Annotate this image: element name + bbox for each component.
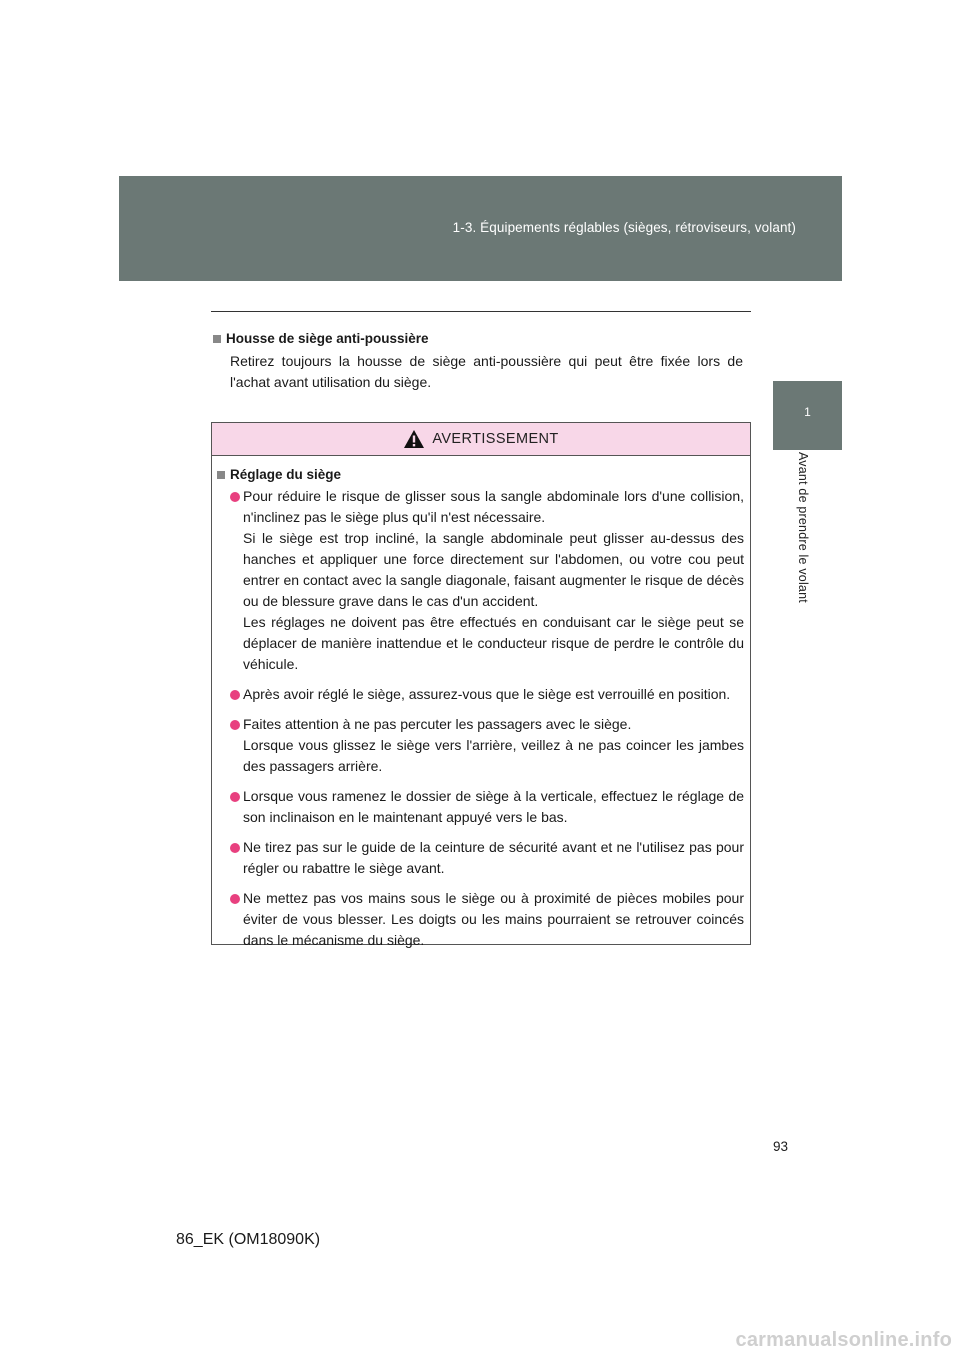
chapter-tab bbox=[773, 381, 842, 450]
pink-dot-bullet-icon bbox=[230, 720, 240, 730]
list-item: Ne mettez pas vos mains sous le siège ou à proximité de pièces mobiles pour éviter de vous blesser. Les doigts ou les mains pourraient se retrouver coincés dans le mécanisme du siège. bbox=[217, 888, 744, 951]
warning-triangle-icon bbox=[403, 429, 425, 449]
warning-title: AVERTISSEMENT bbox=[432, 431, 559, 447]
housse-heading-text: Housse de siège anti-poussière bbox=[226, 331, 429, 346]
watermark: carmanualsonline.info bbox=[735, 1329, 952, 1351]
list-item: Pour réduire le risque de glisser sous la sangle abdominale lors d'une collision, n'inclinez pas le siège plus qu'il n'est nécessaire. Si le siège est trop incliné, la sangle abdominale peut glisser au-dessus des hanches et appliquer une force directement sur l'abdomen, ou votre cou peut entrer en contact avec la sangle diagonale, faisant augmenter le risque de décès ou de blessure grave dans le cas d'un accident. Les réglages ne doivent pas être effectués en conduisant car le siège peut se déplacer de manière inattendue et le conducteur risque de perdre le contrôle du véhicule. bbox=[217, 486, 744, 675]
warning-list bbox=[217, 486, 744, 951]
list-item: Ne tirez pas sur le guide de la ceinture de sécurité avant et ne l'utilisez pas pour régler ou rabattre le siège avant. bbox=[217, 837, 744, 879]
chapter-label-text: Avant de prendre le volant bbox=[796, 452, 810, 603]
warning-box bbox=[211, 422, 751, 948]
housse-body: Retirez toujours la housse de siège anti-poussière qui peut être fixée lors de l'achat avant utilisation du siège. bbox=[230, 353, 743, 390]
pink-dot-bullet-icon bbox=[230, 792, 240, 802]
square-bullet-icon bbox=[217, 471, 225, 479]
pink-dot-bullet-icon bbox=[230, 843, 240, 853]
pink-dot-bullet-icon bbox=[230, 690, 240, 700]
list-item: Faites attention à ne pas percuter les passagers avec le siège. Lorsque vous glissez le siège vers l'arrière, veillez à ne pas coincer les jambes des passagers arrière. bbox=[217, 714, 744, 777]
chapter-label bbox=[794, 452, 814, 632]
chapter-number: 1 bbox=[804, 405, 811, 419]
top-divider bbox=[211, 311, 751, 312]
warning-header bbox=[212, 423, 750, 456]
list-item: Après avoir réglé le siège, assurez-vous que le siège est verrouillé en position. bbox=[217, 684, 744, 705]
list-item: Lorsque vous ramenez le dossier de siège à la verticale, effectuez le réglage de son inclinaison en le maintenant appuyé vers le bas. bbox=[217, 786, 744, 828]
warning-content bbox=[212, 456, 750, 951]
square-bullet-icon bbox=[213, 335, 221, 343]
pink-dot-bullet-icon bbox=[230, 492, 240, 502]
housse-heading bbox=[213, 331, 743, 346]
page-number: 93 bbox=[773, 1139, 789, 1154]
warning-heading-text: Réglage du siège bbox=[230, 467, 342, 482]
document-code: 86_EK (OM18090K) bbox=[176, 1231, 321, 1248]
pink-dot-bullet-icon bbox=[230, 894, 240, 904]
header-band bbox=[119, 176, 842, 281]
warning-heading bbox=[217, 467, 744, 482]
section-title: 1-3. Équipements réglables (sièges, rétroviseurs, volant) bbox=[452, 220, 796, 235]
housse-section bbox=[213, 331, 743, 393]
